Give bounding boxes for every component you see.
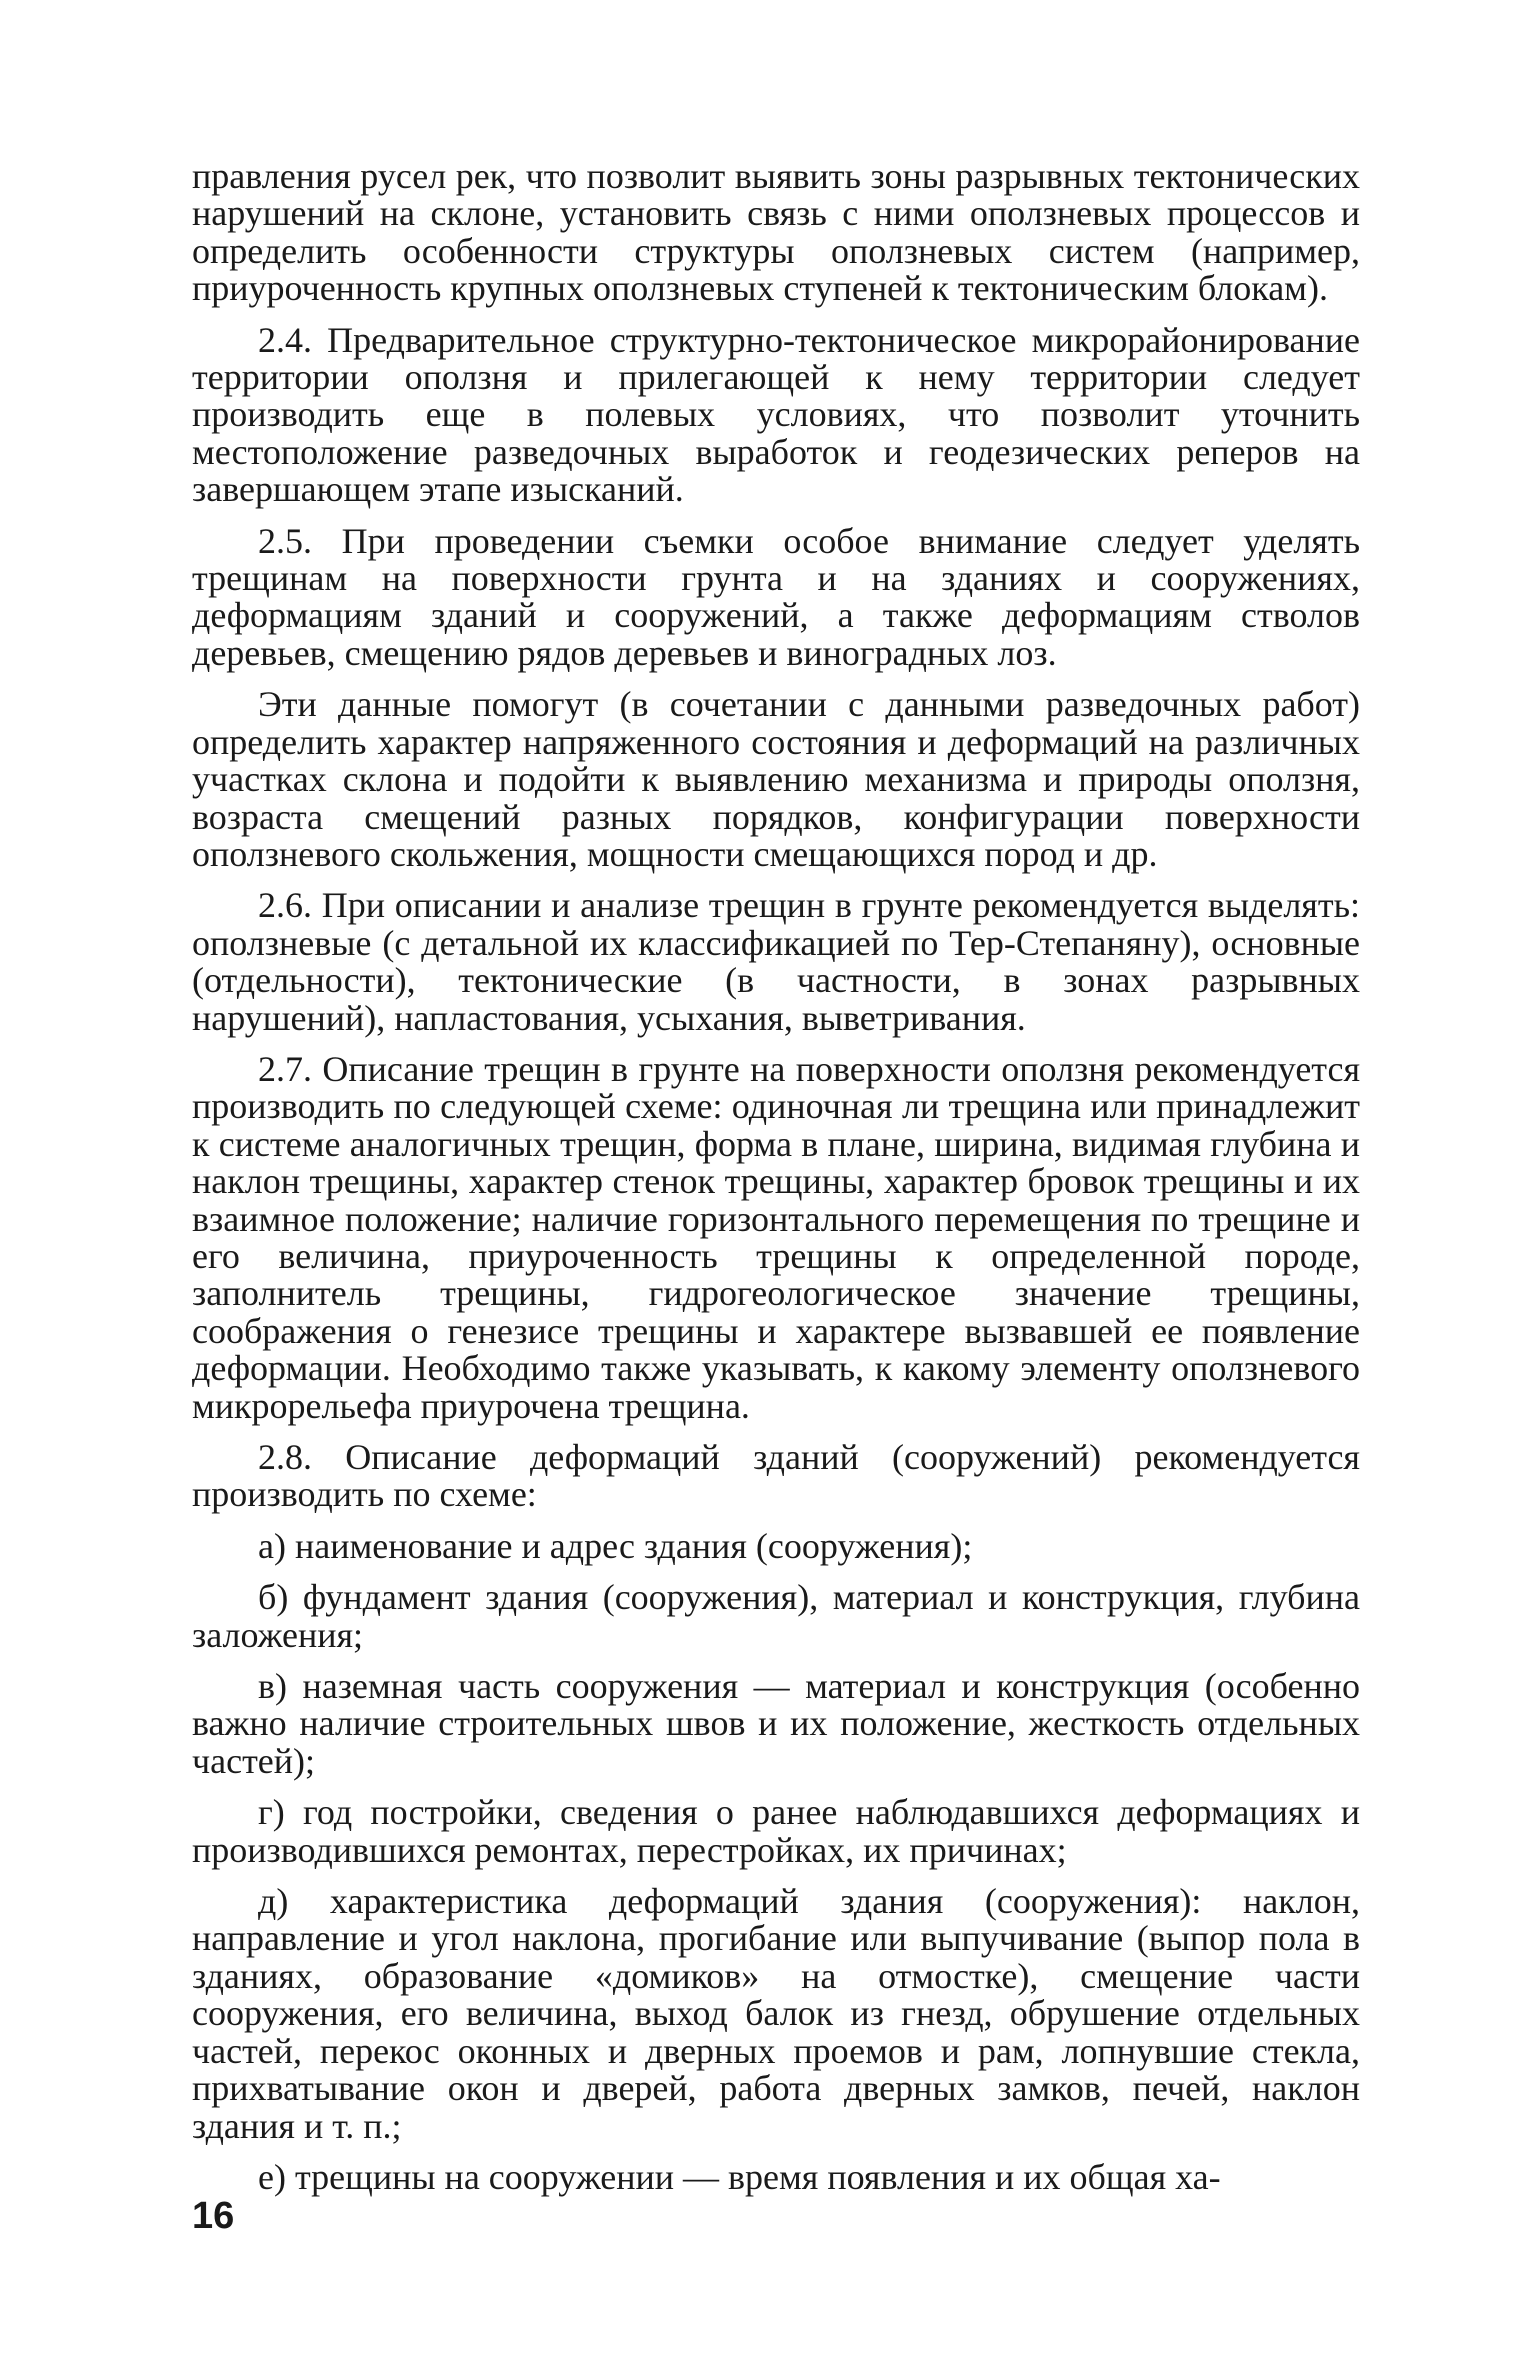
paragraph-data-usage: Эти данные помогут (в сочетании с данными разведочных работ) определить характер напряженного состояния и деформаций на различных участках склона и подойти к выявлению механизма и природы оползня, возраста смещений разных порядков, конфигурации поверхности оползневого скольжения, мощности смещающихся пород и др. (192, 684, 1360, 874)
list-item-d: д) характеристика деформаций здания (сооружения): наклон, направление и угол наклона, прогибание или выпучивание (выпор пола в зданиях, образование «домиков» на отмостке), смещение части сооружения, его величина, выход балок из гнезд, обрушение отдельных частей, перекос оконных и дверных проемов и рам, лопнувшие стекла, прихватывание окон и дверей, работа дверных замков, печей, наклон здания и т. п.; (192, 1881, 1360, 2146)
page-body (192, 158, 1360, 2196)
page-number: 16 (192, 2195, 235, 2237)
list-item-g: г) год постройки, сведения о ранее наблюдавшихся деформациях и производившихся ремонтах, перестройках, их причинах; (192, 1792, 1360, 1870)
paragraph-2-8: 2.8. Описание деформаций зданий (сооружений) рекомендуется производить по схеме: (192, 1437, 1360, 1515)
list-item-v: в) наземная часть сооружения — материал и конструкция (особенно важно наличие строительных швов и их положение, жесткость отдельных частей); (192, 1666, 1360, 1781)
list-item-b: б) фундамент здания (сооружения), материал и конструкция, глубина заложения; (192, 1577, 1360, 1655)
list-item-a: а) наименование и адрес здания (сооружения); (258, 1525, 973, 1566)
paragraph-2-5: 2.5. При проведении съемки особое внимание следует уделять трещинам на поверхности грунта и на зданиях и сооружениях, деформациям зданий и сооружений, а также деформациям стволов деревьев, смещению рядов деревьев и виноградных лоз. (192, 520, 1360, 673)
paragraph-continuation: правления русел рек, что позволит выявить зоны разрывных тектонических нарушений на склоне, установить связь с ними оползневых процессов и определить особенности структуры оползневых систем (например, приуроченность крупных оползневых ступеней к тектоническим блокам). (192, 156, 1360, 309)
list-item-e: е) трещины на сооружении — время появления и их общая ха- (258, 2156, 1221, 2197)
paragraph-2-7: 2.7. Описание трещин в грунте на поверхности оползня рекомендуется производить по следующей схеме: одиночная ли трещина или принадлежит к системе аналогичных трещин, форма в плане, ширина, видимая глубина и наклон трещины, характер стенок трещины, характер бровок трещины и их взаимное положение; наличие горизонтального перемещения по трещине и его величина, приуроченность трещины к определенной породе, заполнитель трещины, гидрогеологическое значение трещины, соображения о генезисе трещины и характере вызвавшей ее появление деформации. Необходимо также указывать, к какому элементу оползневого микрорельефа приурочена трещина. (192, 1048, 1360, 1426)
paragraph-2-4: 2.4. Предварительное структурно-тектоническое микрорайонирование территории оползня и прилегающей к нему территории следует производить еще в полевых условиях, что позволит уточнить местоположение разведочных выработок и геодезических реперов на завершающем этапе изысканий. (192, 319, 1360, 510)
paragraph-2-6: 2.6. При описании и анализе трещин в грунте рекомендуется выделять: оползневые (с детальной их классификацией по Тер-Степаняну), основные (отдельности), тектонические (в частности, в зонах разрывных нарушений), напластования, усыхания, выветривания. (192, 885, 1360, 1038)
